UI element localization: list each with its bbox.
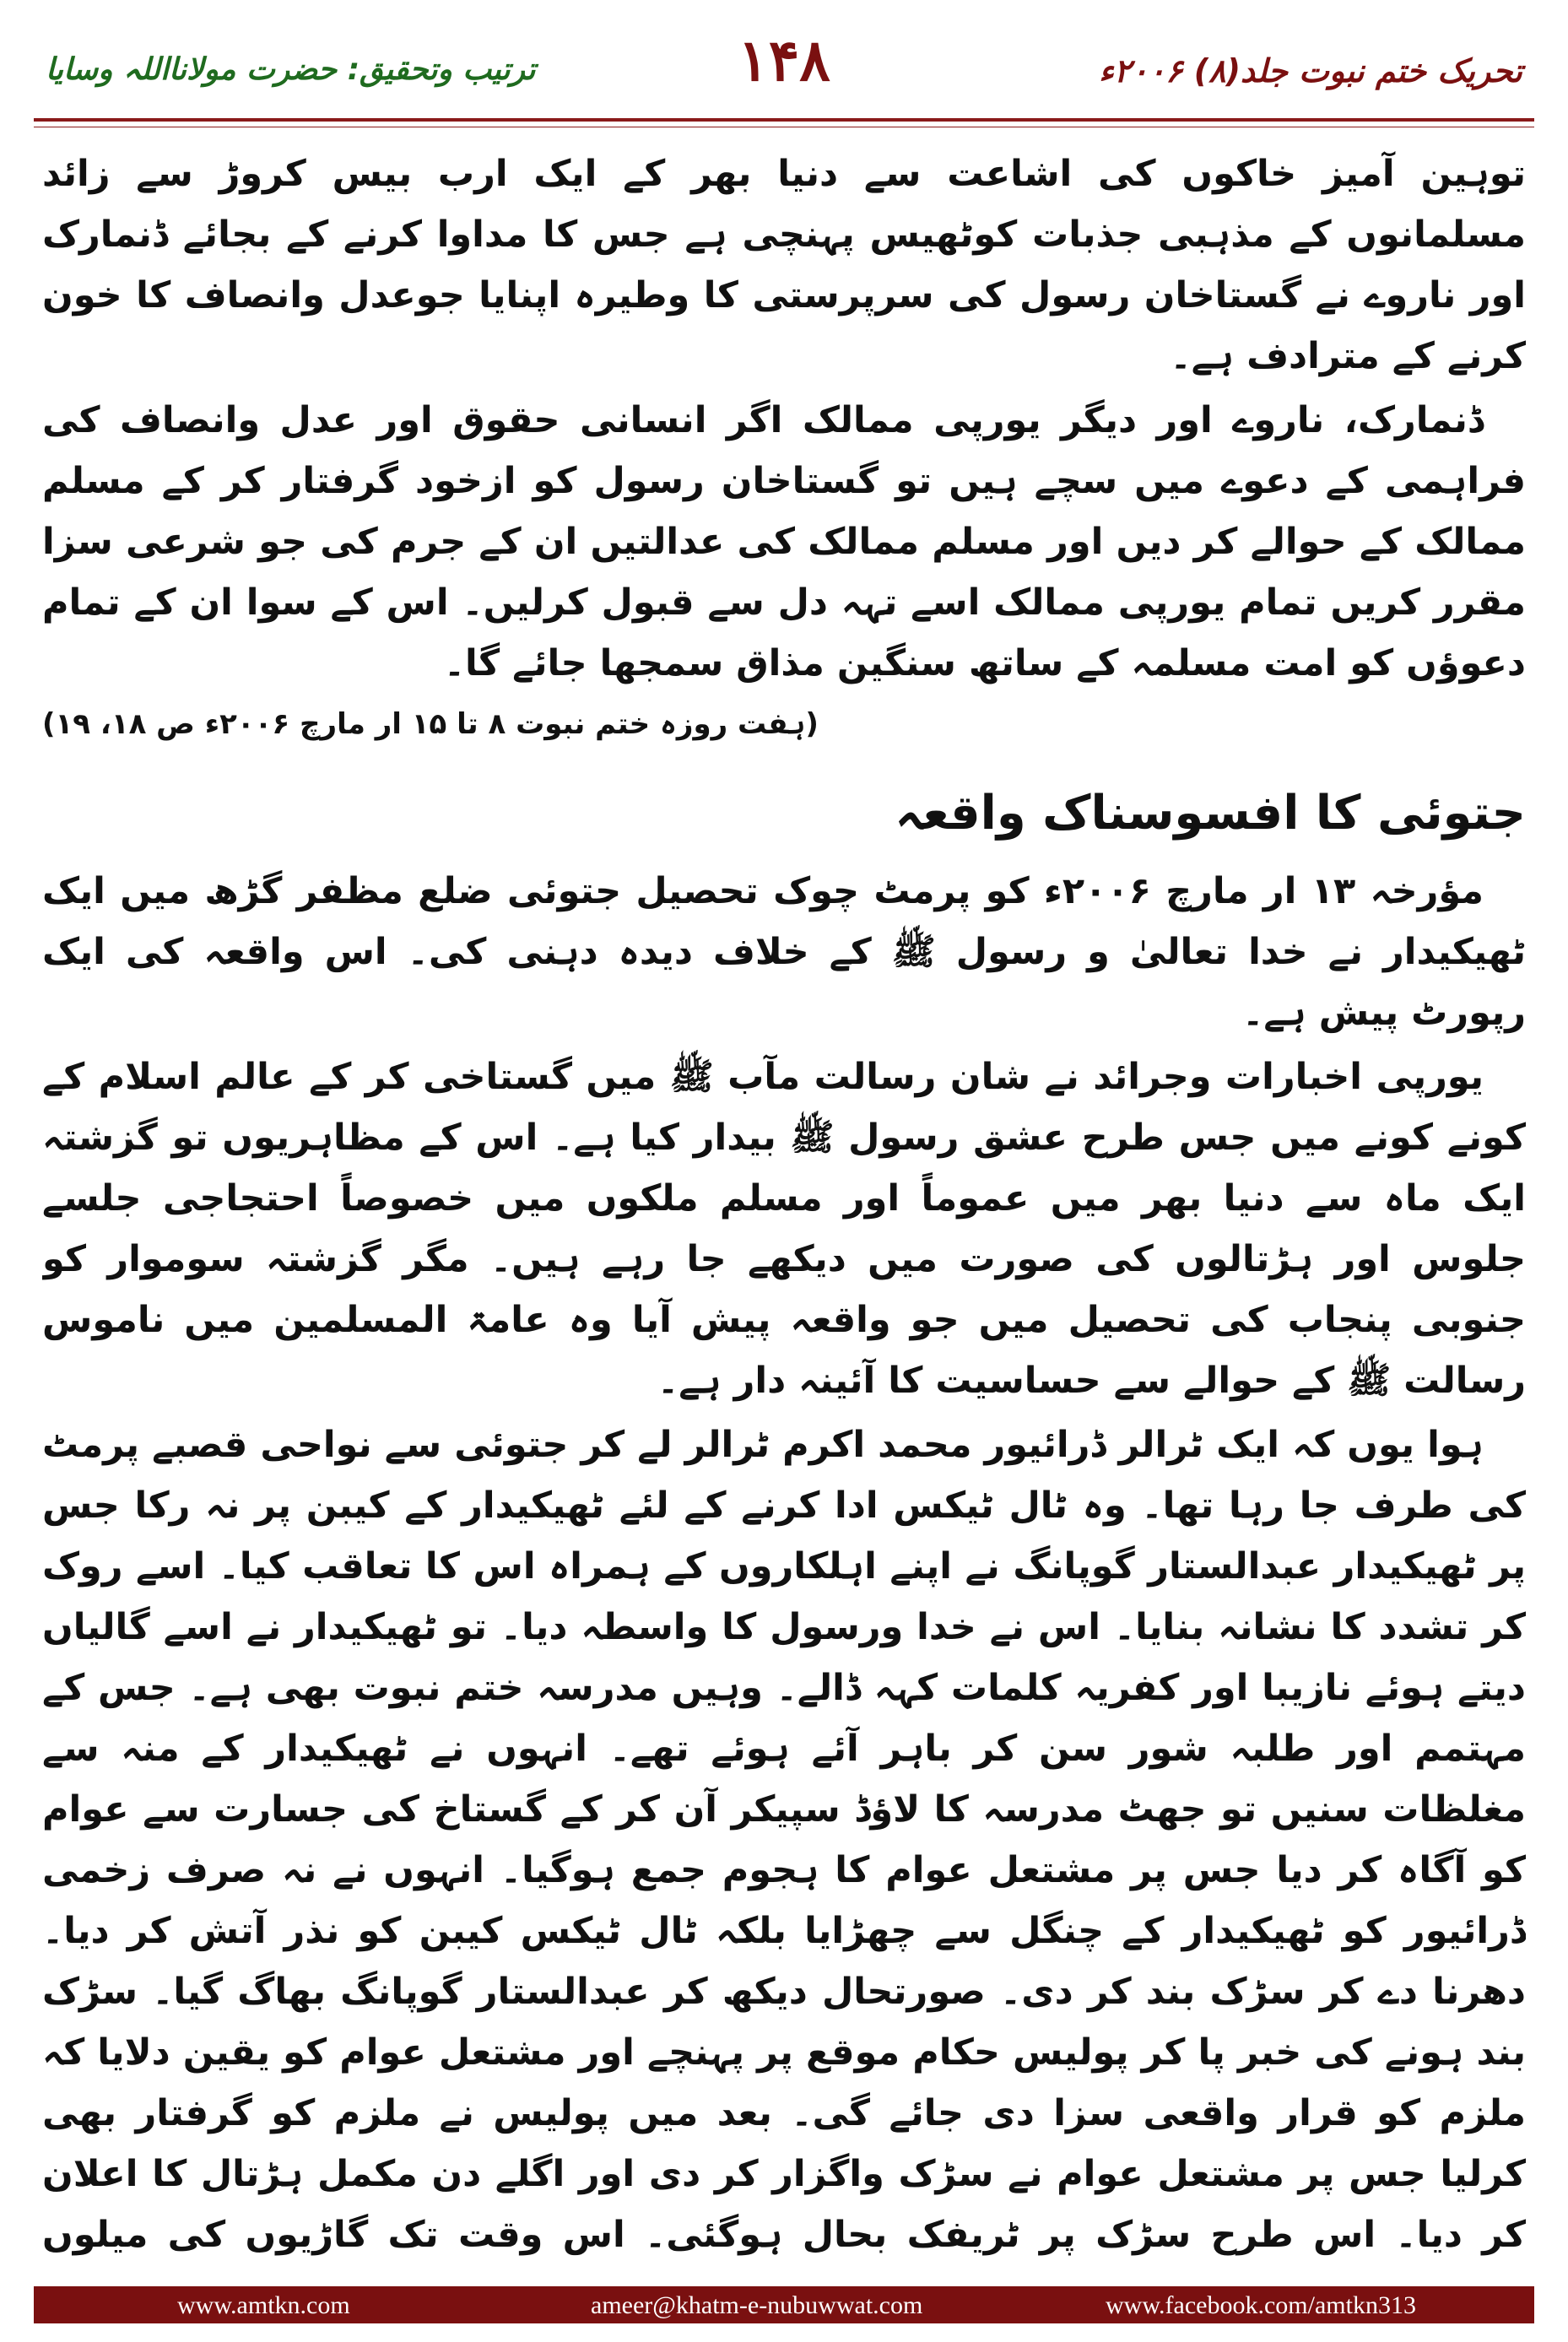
page-header [34,19,1534,120]
section-heading: جتوئی کا افسوسناک واقعہ [895,786,1526,841]
footer-website-link[interactable]: www.amtkn.com [177,2291,350,2319]
footer-facebook-link[interactable]: www.facebook.com/amtkn313 [1106,2291,1416,2319]
compiler-credit: ترتیب وتحقیق: حضرت مولانااللہ وسایا [46,52,536,87]
page-content [42,143,1526,2258]
section-paragraph: یورپی اخبارات وجرائد نے شان رسالت مآب ﷺ میں گستاخی کر کے عالم اسلام کے کونے کونے میں جس طرح عشق رسول ﷺ بیدار کیا ہے۔ اس کے مظاہریوں تو گزشتہ ایک ماہ سے دنیا بھر میں عموماً اور مسلم ملکوں میں خصوصاً احتجاجی جلسے جلوس اور ہڑتالوں کی صورت میں دیکھے جا رہے ہیں۔ مگر گزشتہ سوموار کو جنوبی پنجاب کی تحصیل میں جو واقعہ پیش آیا وہ عامۃ المسلمین میں ناموس رسالت ﷺ کے حوالے سے حساسیت کا آئینہ دار ہے۔ [42,1056,1526,1402]
page-footer [34,2286,1534,2323]
footer-email-link[interactable]: ameer@khatm-e-nubuwwat.com [591,2291,923,2319]
section-paragraph: ہوا یوں کہ ایک ٹرالر ڈرائیور محمد اکرم ٹرالر لے کر جتوئی سے نواحی قصبے پرمٹ کی طرف جا رہا تھا۔ وہ ٹال ٹیکس ادا کرنے کے لئے ٹھیکیدار کے کیبن پر نہ رکا جس پر ٹھیکیدار عبدالستار گوپانگ نے اپنے اہلکاروں کے ہمراہ اس کا تعاقب کیا۔ اسے روک کر تشدد کا نشانہ بنایا۔ اس نے خدا ورسول کا واسطہ دیا۔ تو ٹھیکیدار نے اسے گالیاں دیتے ہوئے نازیبا اور کفریہ کلمات کہہ ڈالے۔ وہیں مدرسہ ختم نبوت بھی ہے۔ جس کے مہتمم اور طلبہ شور سن کر باہر آئے ہوئے تھے۔ انہوں نے ٹھیکیدار کے منہ سے مغلظات سنیں تو جھٹ مدرسہ کا لاؤڈ سپیکر آن کر کے گستاخ کی جسارت سے عوام کو آگاہ کر دیا جس پر مشتعل عوام کا ہجوم جمع ہوگیا۔ انہوں نے نہ صرف زخمی ڈرائیور کو ٹھیکیدار کے چنگل سے چھڑایا بلکہ ٹال ٹیکس کیبن کو نذر آتش کر دیا۔ دھرنا دے کر سڑک بند کر دی۔ صورتحال دیکھ کر عبدالستار گوپانگ بھاگ گیا۔ سڑک بند ہونے کی خبر پا کر پولیس حکام موقع پر پہنچے اور مشتعل عوام کو یقین دلایا کہ ملزم کو قرار واقعی سزا دی جائے گی۔ بعد میں پولیس نے ملزم کو گرفتار بھی کرلیا جس پر مشتعل عوام نے سڑک واگزار کر دی اور اگلے دن مکمل ہڑتال کا اعلان کر دیا۔ اس طرح سڑک پر ٹریفک بحال ہوگئی۔ اس وقت تک گاڑیوں کی میلوں [42,1424,1526,2256]
page-number: ۱۴۸ [738,27,830,95]
series-title: تحریک ختم نبوت جلد(۸) ۲۰۰۶ء [1099,52,1522,89]
article-paragraph: توہین آمیز خاکوں کی اشاعت سے دنیا بھر کے ایک ارب بیس کروڑ سے زائد مسلمانوں کے مذہبی جذبات کوٹھیس پہنچی ہے جس کا مداوا کرنے کے بجائے ڈنمارک اور ناروے نے گستاخان رسول کی سرپرستی کا وطیرہ اپنایا جوعدل وانصاف کا خون کرنے کے مترادف ہے۔ [42,153,1526,377]
header-divider [34,118,1534,122]
citation: (ہفت روزہ ختم نبوت ۸ تا ۱۵ ار مارچ ۲۰۰۶ء ص ۱۸، ۱۹) [42,707,819,741]
section-paragraph: مؤرخہ ۱۳ ار مارچ ۲۰۰۶ء کو پرمٹ چوک تحصیل جتوئی ضلع مظفر گڑھ میں ایک ٹھیکیدار نے خدا تعالیٰ و رسول ﷺ کے خلاف دیدہ دہنی کی۔ اس واقعہ کی ایک رپورٹ پیش ہے۔ [42,870,1526,1034]
article-paragraph: ڈنمارک، ناروے اور دیگر یورپی ممالک اگر انسانی حقوق اور عدل وانصاف کی فراہمی کے دعوے میں سچے ہیں تو گستاخان رسول کو ازخود گرفتار کر کے مسلم ممالک کے حوالے کر دیں اور مسلم ممالک کی عدالتیں ان کے جرم کی جو شرعی سزا مقرر کریں تمام یورپی ممالک اسے تہہ دل سے قبول کرلیں۔ اس کے سوا ان کے تمام دعوؤں کو امت مسلمہ کے ساتھ سنگین مذاق سمجھا جائے گا۔ [42,399,1526,684]
